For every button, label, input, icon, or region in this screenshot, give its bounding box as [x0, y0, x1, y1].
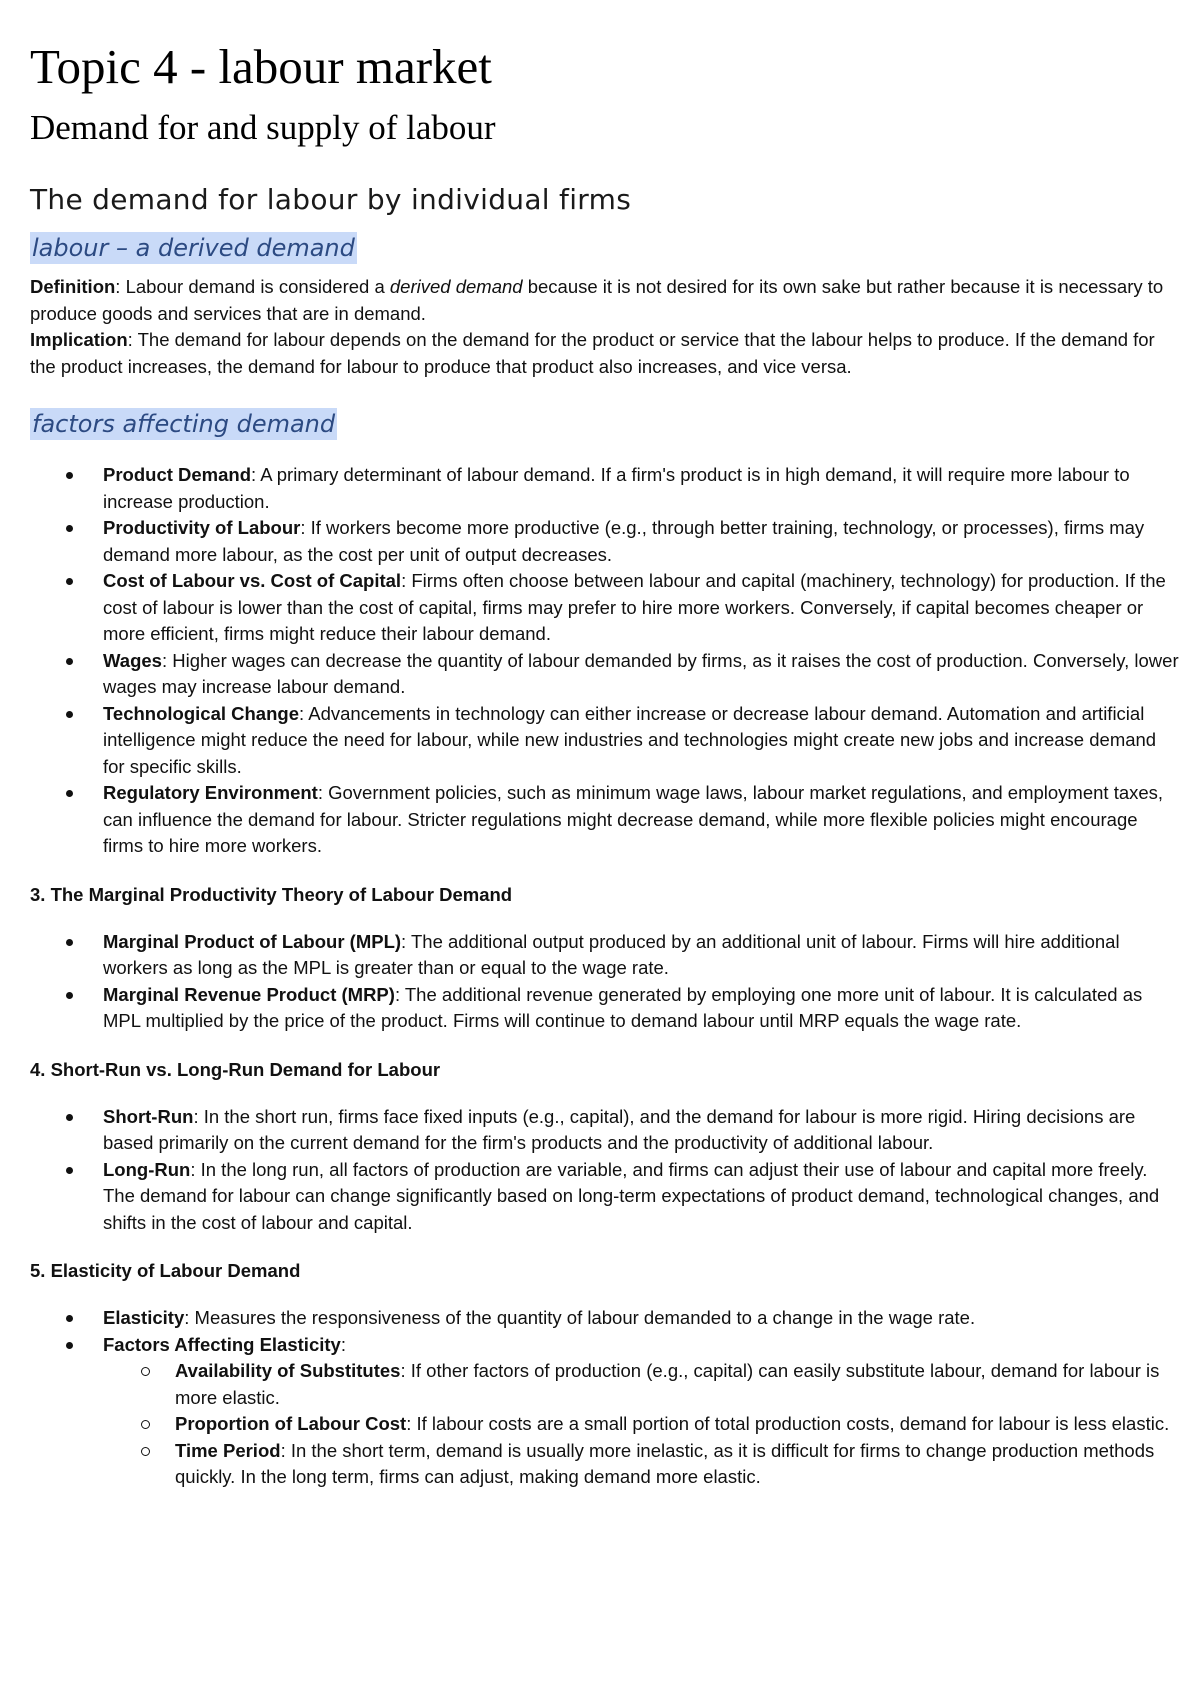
item-text: : Measures the responsiveness of the quantity of labour demanded to a change in the wage rate.	[184, 1307, 976, 1328]
item-label: Elasticity	[103, 1307, 185, 1328]
list-item	[103, 1157, 1180, 1237]
item-text: : If other factors of production (e.g., capital) can easily substitute labour, demand for labour is more elastic.	[175, 1360, 1160, 1408]
item-label: Short-Run	[103, 1105, 194, 1127]
item-label: Wages	[103, 649, 162, 671]
definition-emphasis: derived demand	[389, 276, 523, 297]
item-label: Cost of Labour vs. Cost of Capital	[103, 570, 402, 591]
item-label: Availability of Substitutes	[175, 1360, 401, 1381]
list-item	[103, 1332, 1180, 1491]
item-text: : In the short run, firms face fixed inputs (e.g., capital), and the demand for labour is more rigid. Hiring decisions are based primarily on the current demand for the firm's products and the productivity of additional labour.	[103, 1105, 1136, 1153]
item-label: Time Period	[175, 1439, 281, 1461]
item-text: : Advancements in technology can either increase or decrease labour demand. Automation and artificial intelligence might reduce the need for labour, while new industries and technologies might create new jobs and increase demand for specific skills.	[103, 702, 1157, 777]
list-item	[103, 1104, 1180, 1157]
item-text: : The additional revenue generated by employing one more unit of labour. It is calculated as MPL multiplied by the price of the product. Firms will continue to demand labour until MRP equals the wage rate.	[103, 983, 1143, 1031]
list-item	[103, 648, 1180, 701]
page-subtitle: Demand for and supply of labour	[30, 108, 496, 147]
list-item	[103, 462, 1180, 515]
item-text: : Higher wages can decrease the quantity of labour demanded by firms, as it raises the cost of production. Conversely, lower wages may increase labour demand.	[103, 649, 1179, 697]
list-item	[103, 780, 1180, 860]
item-label: Technological Change	[103, 702, 299, 724]
item-label: Proportion of Labour Cost	[175, 1413, 407, 1434]
item-label: Regulatory Environment	[103, 782, 318, 803]
item-text: : If workers become more productive (e.g., through better training, technology, or processes), firms may demand more labour, as the cost per unit of output decreases.	[103, 517, 1145, 565]
section-3-heading: 3. The Marginal Productivity Theory of Labour Demand	[30, 883, 513, 905]
elasticity-factors-sublist	[103, 1358, 1180, 1491]
item-label: Product Demand	[103, 464, 252, 485]
definition-paragraph	[30, 274, 1180, 327]
definition-post: because it is not desired for its own sake but rather because it is necessary to produce goods and services that are in demand.	[30, 276, 1164, 324]
item-label: Factors Affecting Elasticity	[103, 1333, 341, 1355]
section-4-list	[30, 1104, 1180, 1237]
derived-demand-heading: labour – a derived demand	[32, 234, 355, 262]
document-page	[30, 36, 1180, 1491]
derived-demand-body	[30, 274, 1180, 380]
item-text: : In the long run, all factors of production are variable, and firms can adjust their use of labour and capital more freely. The demand for labour can change significantly based on long-term expectations of product demand, technological changes, and shifts in the cost of labour and capital.	[103, 1158, 1160, 1233]
item-label: Productivity of Labour	[103, 517, 301, 538]
section-4-heading: 4. Short-Run vs. Long-Run Demand for Labour	[30, 1058, 441, 1080]
factors-heading: factors affecting demand	[32, 410, 336, 438]
section-5-list	[30, 1305, 1180, 1491]
derived-demand-heading-wrap	[30, 232, 1180, 264]
item-text: : The additional output produced by an additional unit of labour. Firms will hire additional workers as long as the MPL is greater than or equal to the wage rate.	[103, 930, 1120, 978]
section-heading: The demand for labour by individual firms	[30, 183, 632, 216]
item-text: : If labour costs are a small portion of total production costs, demand for labour is less elastic.	[406, 1413, 1170, 1434]
list-item	[103, 568, 1180, 648]
item-text: :	[340, 1333, 346, 1355]
sub-list-item	[175, 1358, 1180, 1411]
list-item	[103, 929, 1180, 982]
list-item	[103, 1305, 1180, 1332]
sub-list-item	[175, 1438, 1180, 1491]
section-5-heading: 5. Elasticity of Labour Demand	[30, 1260, 301, 1281]
sub-list-item	[175, 1411, 1180, 1438]
list-item	[103, 701, 1180, 781]
implication-text: : The demand for labour depends on the demand for the product or service that the labour helps to produce. If the demand for the product increases, the demand for labour to produce that product also increases, and vice versa.	[30, 329, 1155, 377]
item-label: Marginal Revenue Product (MRP)	[103, 983, 395, 1005]
item-label: Long-Run	[103, 1158, 191, 1180]
definition-pre: : Labour demand is considered a	[115, 276, 390, 297]
implication-label: Implication	[30, 329, 128, 350]
item-text: : Government policies, such as minimum wage laws, labour market regulations, and employment taxes, can influence the demand for labour. Stricter regulations might decrease demand, while more flexible policies might encourage firms to hire more workers.	[103, 782, 1164, 856]
item-label: Marginal Product of Labour (MPL)	[103, 930, 402, 952]
factors-list	[30, 462, 1180, 860]
section-3-list	[30, 929, 1180, 1035]
item-text: : A primary determinant of labour demand. If a firm's product is in high demand, it will require more labour to increase production.	[103, 464, 1130, 512]
implication-paragraph	[30, 327, 1180, 380]
definition-label: Definition	[30, 276, 116, 297]
item-text: : In the short term, demand is usually more inelastic, as it is difficult for firms to change production methods quickly. In the long term, firms can adjust, making demand more elastic.	[175, 1439, 1155, 1487]
list-item	[103, 982, 1180, 1035]
page-title: Topic 4 - labour market	[30, 39, 492, 94]
item-text: : Firms often choose between labour and capital (machinery, technology) for production. If the cost of labour is lower than the cost of capital, firms may prefer to hire more workers. Conversely, if capital becomes cheaper or more efficient, firms might reduce their labour demand.	[103, 570, 1166, 644]
list-item	[103, 515, 1180, 568]
factors-heading-wrap	[30, 408, 1180, 440]
